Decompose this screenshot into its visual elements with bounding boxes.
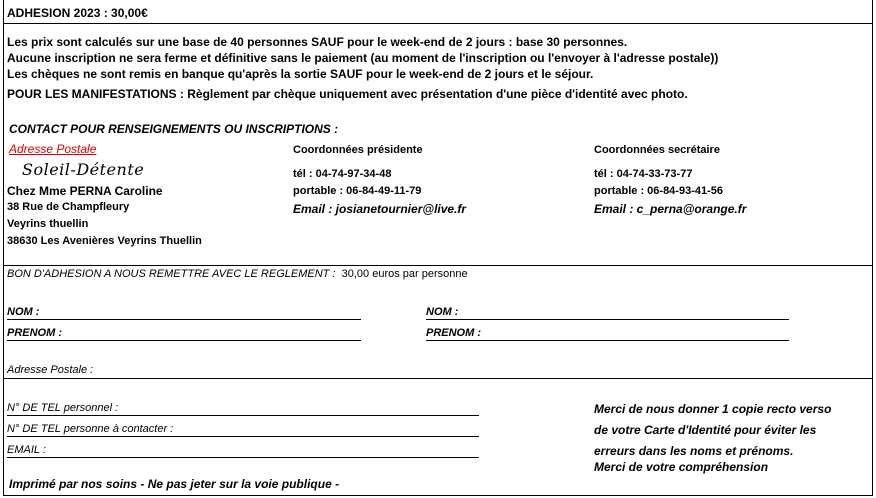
- prenom-label-1: PRENOM :: [7, 327, 62, 339]
- tel-contact-field[interactable]: [7, 436, 479, 437]
- postal-street: 38 Rue de Champfleury: [7, 201, 130, 213]
- form-price: 30,00 euros par personne: [341, 268, 468, 280]
- president-email: Email : josianetournier@live.fr: [293, 202, 467, 216]
- nom-field-1[interactable]: [7, 319, 361, 320]
- tel-personal-label: N° DE TEL personnel :: [7, 402, 119, 414]
- info-line-2: Aucune inscription ne sera ferme et définitive sans le paiement (au moment de l'inscription ou l'envoyer à l'adresse postale)): [7, 51, 719, 65]
- secretary-email: Email : c_perna@orange.fr: [594, 202, 747, 216]
- president-mobile: portable : 06-84-49-11-79: [293, 185, 422, 197]
- divider: [3, 23, 873, 24]
- info-line-4: POUR LES MANIFESTATIONS : Règlement par chèque uniquement avec présentation d'une pièce d'identité avec photo.: [7, 87, 688, 101]
- note-line-4: Merci de votre compréhension: [594, 460, 769, 474]
- tel-contact-label: N° DE TEL personne à contacter :: [7, 423, 174, 435]
- form-heading: BON D'ADHESION A NOUS REMETTRE AVEC LE REGLEMENT : 30,00 euros par personne: [7, 268, 468, 280]
- secretary-tel: tél : 04-74-33-73-77: [594, 168, 693, 180]
- postal-address-label: Adresse Postale: [9, 142, 97, 156]
- email-label: EMAIL :: [7, 444, 46, 456]
- soleil-detente-logo: Soleil-Détente: [22, 160, 145, 179]
- note-line-3: erreurs dans les noms et prénoms.: [594, 444, 794, 458]
- prenom-label-2: PRENOM :: [426, 327, 481, 339]
- tel-personal-field[interactable]: [7, 415, 479, 416]
- note-line-1: Merci de nous donner 1 copie recto verso: [594, 402, 832, 416]
- divider: [3, 265, 873, 266]
- contact-heading: CONTACT POUR RENSEIGNEMENTS OU INSCRIPTIONS :: [9, 122, 339, 136]
- info-line-3: Les chèques ne sont remis en banque qu'après la sortie SAUF pour le week-end de 2 jours et le séjour.: [7, 67, 594, 81]
- email-field[interactable]: [7, 457, 479, 458]
- secretary-title: Coordonnées secrétaire: [594, 144, 720, 156]
- postal-town: Veyrins thuellin: [7, 218, 89, 230]
- info-line-1: Les prix sont calculés sur une base de 40 personnes SAUF pour le week-end de 2 jours : base 30 personnes.: [7, 35, 628, 49]
- prenom-field-1[interactable]: [7, 340, 361, 341]
- postal-city: 38630 Les Avenières Veyrins Thuellin: [7, 235, 202, 247]
- nom-field-2[interactable]: [426, 319, 789, 320]
- secretary-mobile: portable : 06-84-93-41-56: [594, 185, 723, 197]
- president-tel: tél : 04-74-97-34-48: [293, 168, 392, 180]
- postal-name: Chez Mme PERNA Caroline: [7, 184, 163, 198]
- nom-label-2: NOM :: [426, 306, 459, 318]
- prenom-field-2[interactable]: [426, 340, 789, 341]
- nom-label-1: NOM :: [7, 306, 40, 318]
- note-line-2: de votre Carte d'Identité pour éviter les: [594, 423, 817, 437]
- president-title: Coordonnées présidente: [293, 144, 423, 156]
- adhesion-title: ADHESION 2023 : 30,00€: [7, 6, 148, 20]
- address-label: Adresse Postale :: [7, 364, 94, 376]
- footer-text: Imprimé par nos soins - Ne pas jeter sur la voie publique -: [9, 477, 340, 491]
- address-field[interactable]: [3, 378, 873, 379]
